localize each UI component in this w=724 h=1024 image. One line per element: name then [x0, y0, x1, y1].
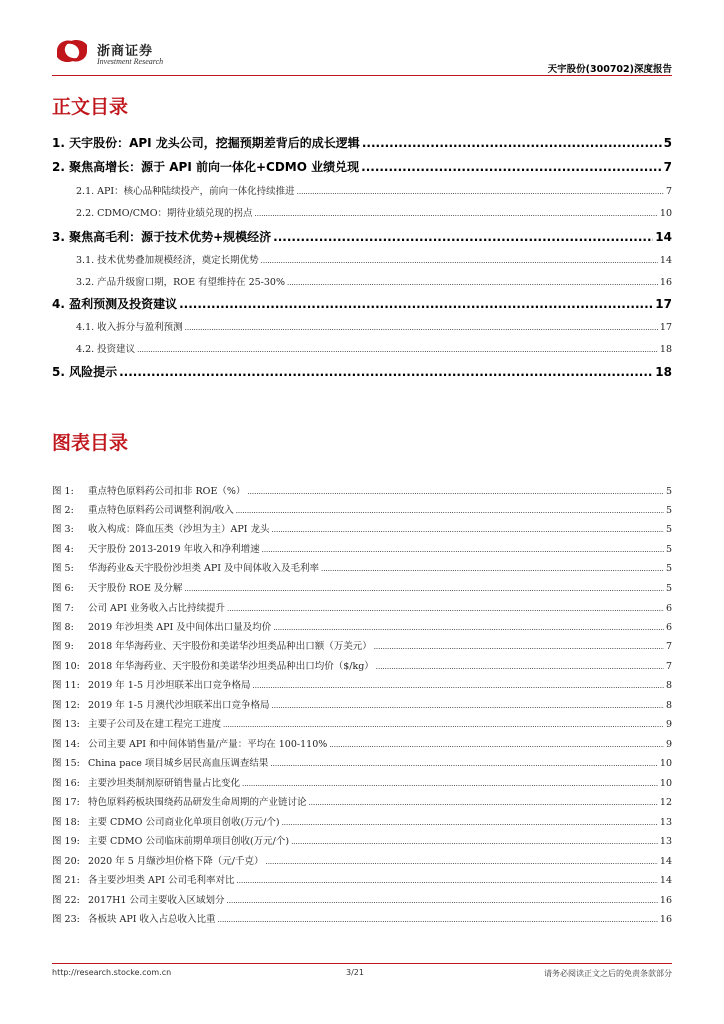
figure-page: 16 — [659, 895, 672, 906]
toc-entry-page: 16 — [659, 277, 672, 288]
figure-number: 图 8: — [52, 622, 74, 633]
figure-title: 2018 年华海药业、天宇股份和美诺华沙坦类品种出口额（万美元） — [88, 641, 372, 652]
figure-page: 9 — [665, 719, 672, 730]
figure-title: 特色原料药板块围绕药品研发生命周期的产业链讨论 — [88, 797, 307, 808]
figure-number: 图 4: — [52, 544, 74, 555]
figure-entry[interactable] — [52, 638, 672, 652]
figure-number: 图 22: — [52, 895, 80, 906]
figure-page: 5 — [665, 544, 672, 555]
figure-number: 图 11: — [52, 680, 80, 691]
figure-number: 图 14: — [52, 739, 80, 750]
toc-entry-page: 5 — [663, 136, 672, 150]
figure-page: 8 — [665, 700, 672, 711]
figure-title: 各板块 API 收入占总收入比重 — [88, 914, 216, 925]
toc-entry-label: 4.1. 收入拆分与盈利预测 — [76, 322, 183, 333]
toc-subentry[interactable] — [76, 274, 672, 288]
figure-entry[interactable] — [52, 619, 672, 633]
toc-entry-page: 18 — [659, 344, 672, 355]
figure-page: 6 — [665, 622, 672, 633]
toc-subentry[interactable] — [76, 183, 672, 197]
toc-entry-label: 2. 聚焦高增长：源于 API 前向一体化+CDMO 业绩兑现 — [52, 160, 360, 174]
figure-entry[interactable] — [52, 794, 672, 808]
figure-title: 收入构成：降血压类（沙坦为主）API 龙头 — [88, 524, 270, 535]
figure-title: 2018 年华海药业、天宇股份和美诺华沙坦类品种出口均价（$/kg） — [88, 661, 374, 672]
toc-entry-page: 14 — [659, 255, 672, 266]
figure-number: 图 15: — [52, 758, 80, 769]
toc-subentry[interactable] — [76, 252, 672, 266]
footer-url[interactable]: http://research.stocke.com.cn — [52, 968, 172, 977]
figure-title: 重点特色原料药公司调整利润/收入 — [88, 505, 234, 516]
toc-subentry[interactable] — [76, 205, 672, 219]
figure-title: 主要子公司及在建工程完工进度 — [88, 719, 222, 730]
figure-page: 8 — [665, 680, 672, 691]
figure-title: 公司 API 业务收入占比持续提升 — [88, 603, 226, 614]
header-divider — [52, 75, 672, 76]
figure-number: 图 12: — [52, 700, 80, 711]
figures-heading: 图表目录 — [52, 432, 129, 454]
figure-entry[interactable] — [52, 892, 672, 906]
toc-entry-page: 18 — [655, 365, 672, 379]
figure-number: 图 16: — [52, 778, 80, 789]
toc-entry-label: 3.1. 技术优势叠加规模经济，奠定长期优势 — [76, 255, 259, 266]
figure-page: 14 — [659, 856, 672, 867]
figure-page: 7 — [665, 661, 672, 672]
figure-entry[interactable] — [52, 580, 672, 594]
toc-entry-page: 17 — [659, 322, 672, 333]
figure-entry[interactable] — [52, 677, 672, 691]
figure-entry[interactable] — [52, 541, 672, 555]
toc-entry-page: 7 — [665, 186, 672, 197]
document-title: 天宇股份(300702)深度报告 — [547, 64, 672, 75]
figure-entry[interactable] — [52, 775, 672, 789]
toc-entry[interactable] — [52, 295, 672, 312]
toc-entry[interactable] — [52, 363, 672, 380]
toc-entry-label: 2.1. API：核心品种陆续投产，前向一体化持续推进 — [76, 186, 295, 197]
figure-entry[interactable] — [52, 716, 672, 730]
figure-entry[interactable] — [52, 833, 672, 847]
figure-title: 各主要沙坦类 API 公司毛利率对比 — [88, 875, 235, 886]
toc-entry[interactable] — [52, 228, 672, 245]
figure-title: 公司主要 API 和中间体销售量/产量：平均在 100-110% — [88, 739, 328, 750]
toc-entry-page: 10 — [659, 208, 672, 219]
figure-number: 图 1: — [52, 486, 74, 497]
figure-number: 图 9: — [52, 641, 74, 652]
figure-number: 图 19: — [52, 836, 80, 847]
footer-divider — [52, 963, 672, 964]
figure-entry[interactable] — [52, 911, 672, 925]
figure-title: 2019 年 1-5 月澳代沙坦联苯出口竞争格局 — [88, 700, 270, 711]
figure-page: 13 — [659, 817, 672, 828]
toc-entry-label: 5. 风险提示 — [52, 365, 118, 379]
figure-entry[interactable] — [52, 755, 672, 769]
figure-number: 图 2: — [52, 505, 74, 516]
figure-number: 图 6: — [52, 583, 74, 594]
figure-title: 主要 CDMO 公司临床前期单项目创收(万元/个) — [88, 836, 290, 847]
toc-entry-page: 17 — [655, 297, 672, 311]
figure-entry[interactable] — [52, 736, 672, 750]
figure-number: 图 23: — [52, 914, 80, 925]
figure-number: 图 5: — [52, 563, 74, 574]
figure-number: 图 20: — [52, 856, 80, 867]
toc-entry-label: 1. 天宇股份：API 龙头公司，挖掘预期差背后的成长逻辑 — [52, 136, 360, 150]
figure-title: 2019 年沙坦类 API 及中间体出口量及均价 — [88, 622, 272, 633]
figure-page: 5 — [665, 583, 672, 594]
figure-number: 图 21: — [52, 875, 80, 886]
figure-number: 图 18: — [52, 817, 80, 828]
figure-page: 14 — [659, 875, 672, 886]
toc-subentry[interactable] — [76, 319, 672, 333]
figure-title: 2019 年 1-5 月沙坦联苯出口竞争格局 — [88, 680, 251, 691]
figure-page: 16 — [659, 914, 672, 925]
figure-page: 13 — [659, 836, 672, 847]
toc-heading: 正文目录 — [52, 96, 129, 118]
toc-entry-label: 2.2. CDMO/CMO：期待业绩兑现的拐点 — [76, 208, 253, 219]
company-name-en: Investment Research — [97, 57, 164, 66]
figure-number: 图 10: — [52, 661, 80, 672]
toc-entry[interactable] — [52, 134, 672, 151]
company-name: 浙商证券 — [97, 44, 154, 59]
figure-entry[interactable] — [52, 502, 672, 516]
toc-entry-label: 4. 盈利预测及投资建议 — [52, 297, 178, 311]
figure-page: 5 — [665, 505, 672, 516]
figure-entry[interactable] — [52, 560, 672, 574]
figure-title: 2017H1 公司主要收入区域划分 — [88, 895, 225, 906]
figure-page: 5 — [665, 563, 672, 574]
figure-page: 12 — [659, 797, 672, 808]
figure-entry[interactable] — [52, 483, 672, 497]
figure-title: China pace 项目城乡居民高血压调查结果 — [88, 758, 269, 769]
figure-title: 华海药业&天宇股份沙坦类 API 及中间体收入及毛利率 — [88, 563, 320, 574]
figure-title: 主要沙坦类制剂原研销售量占比变化 — [88, 778, 241, 789]
toc-entry-label: 3.2. 产品升级窗口期，ROE 有望维持在 25-30% — [76, 277, 285, 288]
figure-title: 天宇股份 ROE 及分解 — [88, 583, 183, 594]
figure-title: 天宇股份 2013-2019 年收入和净利增速 — [88, 544, 260, 555]
toc-entry-page: 7 — [663, 160, 672, 174]
figure-entry[interactable] — [52, 814, 672, 828]
figure-number: 图 7: — [52, 603, 74, 614]
toc-entry-label: 3. 聚焦高毛利：源于技术优势+规模经济 — [52, 230, 272, 244]
footer-disclaimer: 请务必阅读正文之后的免责条款部分 — [544, 969, 672, 978]
toc-entry-page: 14 — [655, 230, 672, 244]
page-number: 3/21 — [346, 968, 364, 977]
figure-title: 重点特色原料药公司扣非 ROE（%） — [88, 486, 246, 497]
figure-entry[interactable] — [52, 697, 672, 711]
toc-subentry[interactable] — [76, 341, 672, 355]
figure-page: 10 — [659, 778, 672, 789]
toc-entry-label: 4.2. 投资建议 — [76, 344, 136, 355]
toc-entry[interactable] — [52, 158, 672, 175]
figure-entry[interactable] — [52, 600, 672, 614]
figure-title: 2020 年 5 月缬沙坦价格下降（元/千克） — [88, 856, 264, 867]
figure-page: 10 — [659, 758, 672, 769]
figure-page: 7 — [665, 641, 672, 652]
figure-number: 图 13: — [52, 719, 80, 730]
figure-entry[interactable] — [52, 521, 672, 535]
figure-page: 9 — [665, 739, 672, 750]
figure-page: 6 — [665, 603, 672, 614]
figure-entry[interactable] — [52, 872, 672, 886]
figure-page: 5 — [665, 486, 672, 497]
figure-number: 图 3: — [52, 524, 74, 535]
company-logo-icon — [53, 37, 91, 65]
figure-page: 5 — [665, 524, 672, 535]
figure-entry[interactable] — [52, 853, 672, 867]
figure-entry[interactable] — [52, 658, 672, 672]
figure-title: 主要 CDMO 公司商业化单项目创收(万元/个) — [88, 817, 280, 828]
figure-number: 图 17: — [52, 797, 80, 808]
